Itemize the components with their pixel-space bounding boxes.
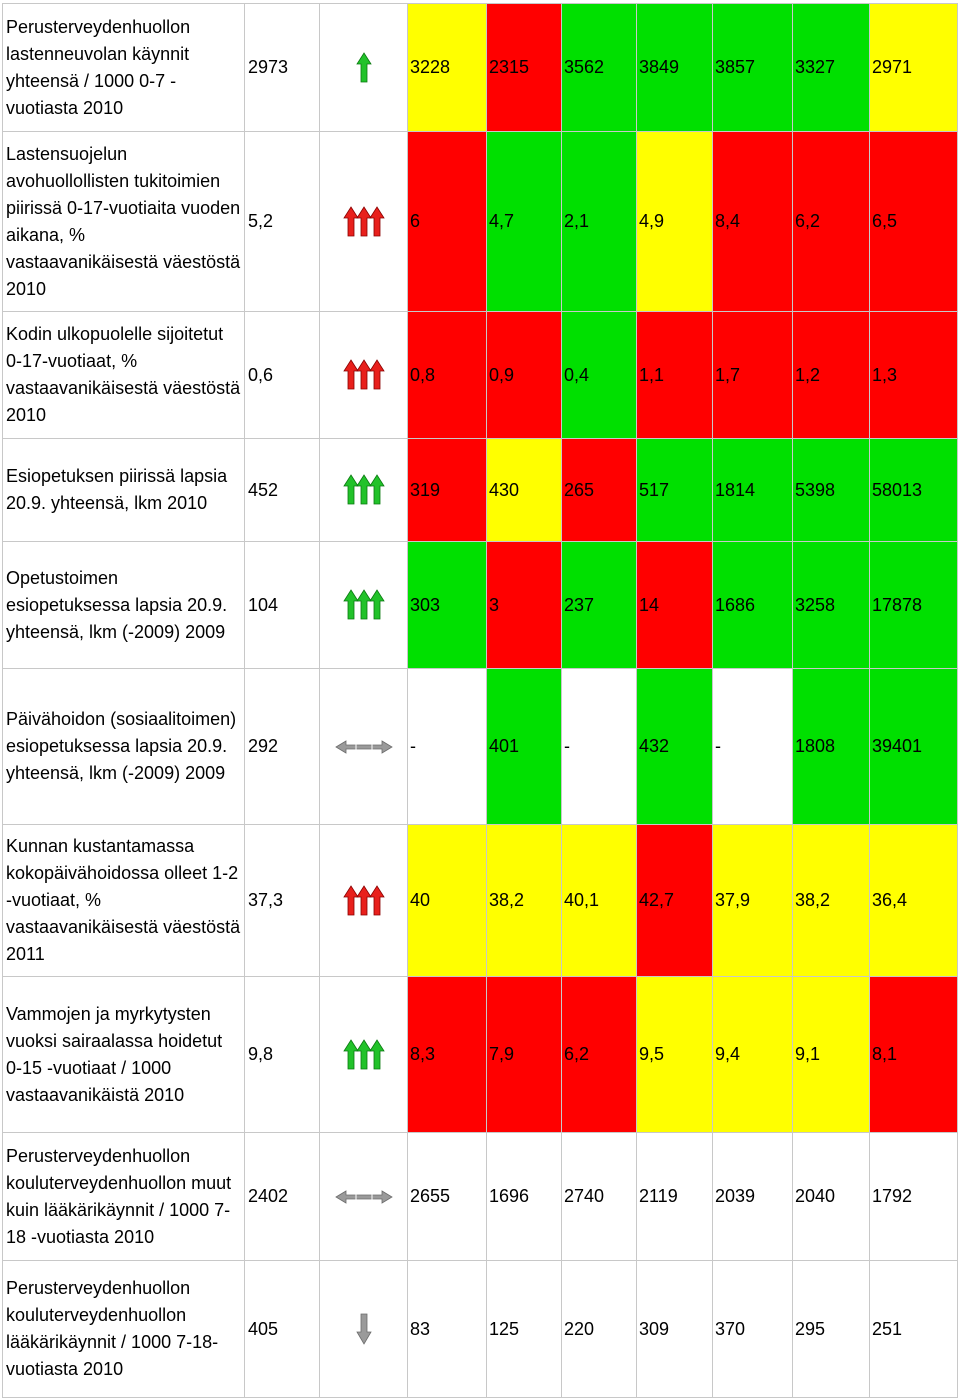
reference-value: 405 xyxy=(245,1261,320,1398)
reference-value: 2402 xyxy=(245,1133,320,1261)
indicator-label: Kodin ulkopuolelle sijoitetut 0-17-vuotiaat, % vastaavanikäisestä väestöstä 2010 xyxy=(3,312,245,439)
comparison-cell: 2315 xyxy=(487,4,562,132)
comparison-cell: 1686 xyxy=(713,542,793,669)
table-row xyxy=(3,439,958,542)
comparison-cell: 5398 xyxy=(793,439,870,542)
comparison-cell: 251 xyxy=(870,1261,958,1398)
comparison-cell: 2040 xyxy=(793,1133,870,1261)
comparison-cell: 295 xyxy=(793,1261,870,1398)
comparison-cell: 3849 xyxy=(637,4,713,132)
comparison-cell: 303 xyxy=(408,542,487,669)
indicator-label: Perusterveydenhuollon kouluterveydenhuollon lääkärikäynnit / 1000 7-18-vuotiasta 2010 xyxy=(3,1261,245,1398)
comparison-cell: 38,2 xyxy=(793,825,870,977)
comparison-cell: 319 xyxy=(408,439,487,542)
comparison-cell: 0,9 xyxy=(487,312,562,439)
reference-value: 2973 xyxy=(245,4,320,132)
indicator-label: Päivähoidon (sosiaalitoimen) esiopetuksessa lapsia 20.9. yhteensä, lkm (-2009) 2009 xyxy=(3,669,245,825)
comparison-cell: 370 xyxy=(713,1261,793,1398)
comparison-cell: 6,5 xyxy=(870,132,958,312)
comparison-cell: 0,4 xyxy=(562,312,637,439)
comparison-cell: 2,1 xyxy=(562,132,637,312)
comparison-cell: 38,2 xyxy=(487,825,562,977)
comparison-cell: 3857 xyxy=(713,4,793,132)
comparison-cell: 1,7 xyxy=(713,312,793,439)
comparison-cell: 8,3 xyxy=(408,977,487,1133)
comparison-cell: 220 xyxy=(562,1261,637,1398)
comparison-cell: 9,1 xyxy=(793,977,870,1133)
arrow-up-green-icon xyxy=(320,4,408,132)
comparison-cell: - xyxy=(408,669,487,825)
arrow-down-grey-icon xyxy=(320,1261,408,1398)
comparison-cell: 14 xyxy=(637,542,713,669)
reference-value: 104 xyxy=(245,542,320,669)
indicator-label: Perusterveydenhuollon kouluterveydenhuollon muut kuin lääkärikäynnit / 1000 7-18 -vuotiasta 2010 xyxy=(3,1133,245,1261)
comparison-cell: 58013 xyxy=(870,439,958,542)
comparison-cell: 3228 xyxy=(408,4,487,132)
comparison-cell: 6,2 xyxy=(562,977,637,1133)
comparison-cell: 2039 xyxy=(713,1133,793,1261)
comparison-cell: 9,5 xyxy=(637,977,713,1133)
comparison-cell: 83 xyxy=(408,1261,487,1398)
table-row xyxy=(3,825,958,977)
reference-value: 292 xyxy=(245,669,320,825)
comparison-cell: 309 xyxy=(637,1261,713,1398)
comparison-cell: 1808 xyxy=(793,669,870,825)
comparison-cell: 17878 xyxy=(870,542,958,669)
reference-value: 37,3 xyxy=(245,825,320,977)
indicator-label: Esiopetuksen piirissä lapsia 20.9. yhteensä, lkm 2010 xyxy=(3,439,245,542)
comparison-cell: 6 xyxy=(408,132,487,312)
double-arrow-horizontal-icon xyxy=(320,1133,408,1261)
triple-arrow-up-green-icon xyxy=(320,439,408,542)
comparison-cell: 1,1 xyxy=(637,312,713,439)
comparison-cell: 7,9 xyxy=(487,977,562,1133)
reference-value: 9,8 xyxy=(245,977,320,1133)
comparison-cell: 1696 xyxy=(487,1133,562,1261)
comparison-cell: 4,7 xyxy=(487,132,562,312)
indicator-label: Lastensuojelun avohuollollisten tukitoimien piirissä 0-17-vuotiaita vuoden aikana, % vastaavanikäisestä väestöstä 2010 xyxy=(3,132,245,312)
reference-value: 5,2 xyxy=(245,132,320,312)
reference-value: 0,6 xyxy=(245,312,320,439)
reference-value: 452 xyxy=(245,439,320,542)
table-row xyxy=(3,669,958,825)
triple-arrow-up-green-icon xyxy=(320,542,408,669)
comparison-cell: 517 xyxy=(637,439,713,542)
comparison-cell: 2740 xyxy=(562,1133,637,1261)
indicator-label: Vammojen ja myrkytysten vuoksi sairaalassa hoidetut 0-15 -vuotiaat / 1000 vastaavanikäistä 2010 xyxy=(3,977,245,1133)
comparison-cell: 1,3 xyxy=(870,312,958,439)
comparison-cell: 237 xyxy=(562,542,637,669)
indicator-label: Perusterveydenhuollon lastenneuvolan käynnit yhteensä / 1000 0-7 -vuotiasta 2010 xyxy=(3,4,245,132)
double-arrow-horizontal-icon xyxy=(320,669,408,825)
comparison-cell: 39401 xyxy=(870,669,958,825)
comparison-cell: 3258 xyxy=(793,542,870,669)
comparison-cell: 401 xyxy=(487,669,562,825)
comparison-cell: 9,4 xyxy=(713,977,793,1133)
comparison-cell: 2119 xyxy=(637,1133,713,1261)
table-row xyxy=(3,977,958,1133)
comparison-cell: - xyxy=(562,669,637,825)
table-row xyxy=(3,132,958,312)
table-row xyxy=(3,312,958,439)
triple-arrow-up-green-icon xyxy=(320,977,408,1133)
table-row xyxy=(3,4,958,132)
indicator-label: Opetustoimen esiopetuksessa lapsia 20.9. yhteensä, lkm (-2009) 2009 xyxy=(3,542,245,669)
table-row xyxy=(3,1133,958,1261)
comparison-cell: 40,1 xyxy=(562,825,637,977)
comparison-cell: 1814 xyxy=(713,439,793,542)
comparison-cell: - xyxy=(713,669,793,825)
comparison-cell: 42,7 xyxy=(637,825,713,977)
comparison-cell: 3 xyxy=(487,542,562,669)
comparison-cell: 125 xyxy=(487,1261,562,1398)
indicator-label: Kunnan kustantamassa kokopäivähoidossa olleet 1-2 -vuotiaat, % vastaavanikäisestä väestöstä 2011 xyxy=(3,825,245,977)
comparison-cell: 2655 xyxy=(408,1133,487,1261)
comparison-cell: 430 xyxy=(487,439,562,542)
comparison-cell: 0,8 xyxy=(408,312,487,439)
triple-arrow-up-red-icon xyxy=(320,825,408,977)
comparison-cell: 2971 xyxy=(870,4,958,132)
comparison-cell: 1792 xyxy=(870,1133,958,1261)
comparison-cell: 4,9 xyxy=(637,132,713,312)
comparison-cell: 8,4 xyxy=(713,132,793,312)
comparison-cell: 36,4 xyxy=(870,825,958,977)
comparison-cell: 6,2 xyxy=(793,132,870,312)
comparison-cell: 3562 xyxy=(562,4,637,132)
comparison-cell: 265 xyxy=(562,439,637,542)
triple-arrow-up-red-icon xyxy=(320,132,408,312)
comparison-cell: 1,2 xyxy=(793,312,870,439)
comparison-cell: 432 xyxy=(637,669,713,825)
table-row xyxy=(3,542,958,669)
indicator-table xyxy=(2,3,958,1398)
comparison-cell: 40 xyxy=(408,825,487,977)
triple-arrow-up-red-icon xyxy=(320,312,408,439)
comparison-cell: 8,1 xyxy=(870,977,958,1133)
comparison-cell: 37,9 xyxy=(713,825,793,977)
comparison-cell: 3327 xyxy=(793,4,870,132)
table-row xyxy=(3,1261,958,1398)
